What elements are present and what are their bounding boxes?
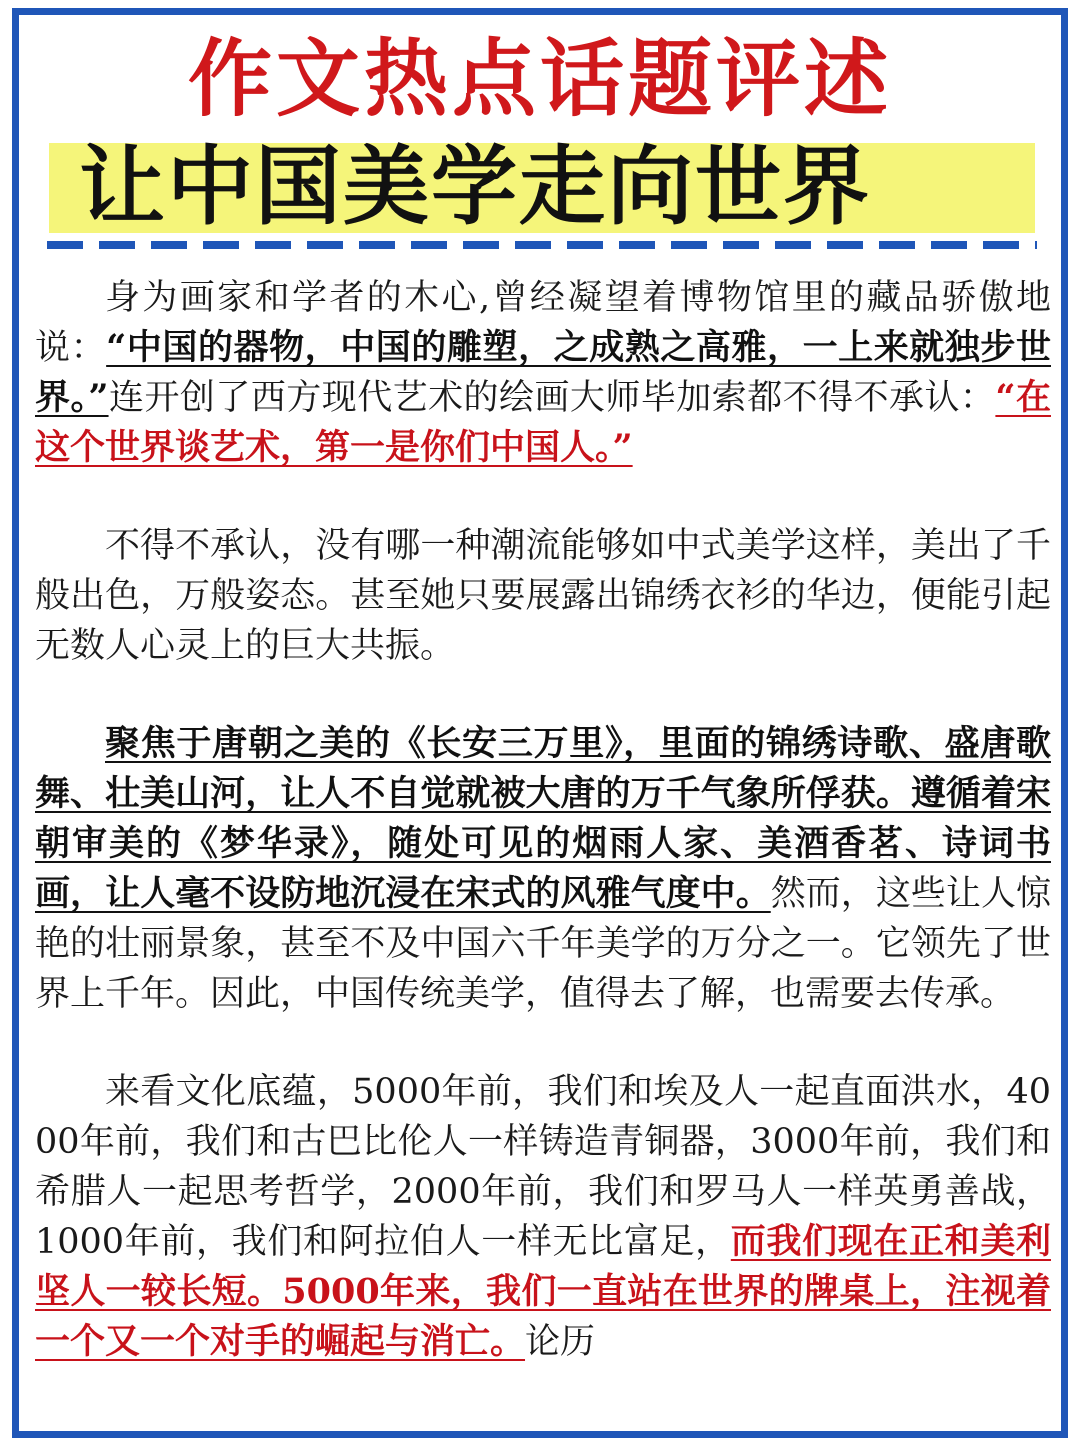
page-subtitle: 让中国美学走向世界	[79, 137, 871, 237]
paragraph-text: 然而，这些让人惊艳的壮丽景象，甚至不及中国六千年美学的万分之一。它领先了世界上千年。因此，中国传统美学，值得去了解，也需要去传承。	[35, 874, 1051, 1014]
paragraph-4	[35, 1067, 1051, 1367]
page-title: 作文热点话题评述	[187, 30, 892, 128]
paragraph-2	[35, 521, 1051, 671]
paragraph-text: 来看文化底蕴，5000年前，我们和埃及人一起直面洪水，4000年前，我们和古巴比伦人一样铸造青铜器，3000年前，我们和希腊人一起思考哲学，2000年前，我们和罗马人一样英勇善战，1000年前，我们和阿拉伯人一样无比富足，	[35, 1072, 1051, 1262]
paragraph-1	[35, 273, 1051, 473]
paragraph-text: 论历	[525, 1322, 596, 1362]
page-frame	[12, 8, 1068, 1438]
article-body	[35, 273, 1051, 1415]
emphasis-passage: 聚焦于唐朝之美的《长安三万里》，里面的锦绣诗歌、盛唐歌舞、壮美山河，让人不自觉就被大唐的万千气象所俘获。遵循着宋朝审美的《梦华录》，随处可见的烟雨人家、美酒香茗、诗词书画，让人毫不设防地沉浸在宋式的风雅气度中。	[35, 723, 1051, 914]
paragraph-3	[35, 719, 1051, 1019]
emphasis-quote: “中国的器物，中国的雕塑，之成熟之高雅，一上来就独步世界。”	[35, 327, 1051, 418]
red-emphasis-passage: 而我们现在正和美利坚人一较长短。5000年来，我们一直站在世界的牌桌上，注视着一个又一个对手的崛起与消亡。	[35, 1221, 1051, 1362]
red-emphasis-quote: “在这个世界谈艺术，第一是你们中国人。”	[35, 377, 1051, 468]
paragraph-text: 不得不承认，没有哪一种潮流能够如中式美学这样，美出了千般出色，万般姿态。甚至她只要展露出锦绣衣衫的华边，便能引起无数人心灵上的巨大共振。	[35, 526, 1051, 666]
paragraph-text: 身为画家和学者的木心,曾经凝望着博物馆里的藏品骄傲地说：	[35, 278, 1051, 368]
paragraph-text: 连开创了西方现代艺术的绘画大师毕加索都不得不承认：	[108, 378, 996, 418]
dashed-divider	[47, 241, 1037, 249]
